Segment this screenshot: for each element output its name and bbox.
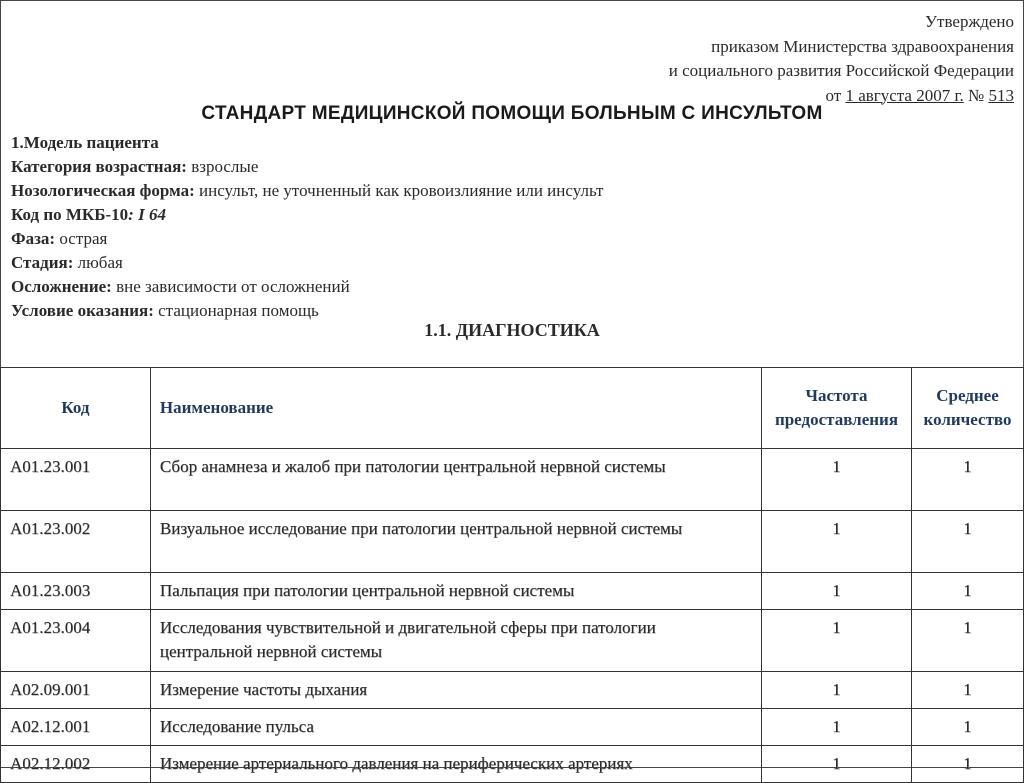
condition-label: Условие оказания: — [11, 301, 154, 320]
cell-average: 1 — [911, 449, 1023, 511]
model-nosology — [11, 179, 603, 203]
model-heading: 1.Модель пациента — [11, 133, 159, 152]
approval-sep: № — [963, 85, 989, 105]
header-frequency: Частота предоставления — [762, 368, 912, 449]
cell-frequency: 1 — [762, 672, 912, 709]
cell-name: Исследования чувствительной и двигательной сферы при патологии центральной нервной системы — [150, 610, 761, 672]
mkb-value: : I 64 — [128, 205, 166, 224]
cell-average: 1 — [911, 573, 1023, 610]
approval-block — [669, 10, 1014, 108]
nosology-label: Нозологическая форма: — [11, 181, 195, 200]
model-complication — [11, 275, 603, 299]
cell-frequency: 1 — [762, 449, 912, 511]
header-name: Наименование — [150, 368, 761, 449]
cell-frequency: 1 — [762, 573, 912, 610]
cell-average: 1 — [911, 511, 1023, 573]
cell-name: Измерение частоты дыхания — [150, 672, 761, 709]
approval-prefix: от — [825, 85, 846, 105]
approval-line-2: приказом Министерства здравоохранения — [711, 36, 1014, 56]
cell-name: Исследование пульса — [150, 709, 761, 746]
header-average: Среднее количество — [911, 368, 1023, 449]
cell-average: 1 — [911, 709, 1023, 746]
cell-frequency: 1 — [762, 709, 912, 746]
table-row — [1, 610, 1024, 672]
approval-line-3: и социального развития Российской Федерации — [668, 61, 1014, 80]
age-label: Категория возрастная: — [11, 157, 187, 176]
cell-name: Измерение артериального давления на периферических артериях — [150, 746, 761, 783]
diagnostics-table — [0, 367, 1024, 783]
table-row — [1, 573, 1024, 610]
model-stage — [11, 251, 603, 275]
nosology-value: инсульт, не уточненный как кровоизлияние или инсульт — [194, 181, 604, 200]
age-value: взрослые — [186, 157, 259, 176]
cell-frequency: 1 — [762, 511, 912, 573]
table-row — [1, 709, 1024, 746]
table-header-row — [1, 368, 1024, 449]
stage-value: любая — [73, 253, 123, 272]
cell-name: Пальпация при патологии центральной нервной системы — [150, 573, 761, 610]
document-title: СТАНДАРТ МЕДИЦИНСКОЙ ПОМОЩИ БОЛЬНЫМ С ИНСУЛЬТОМ — [201, 103, 823, 124]
table-row — [1, 511, 1024, 573]
section-title: 1.1. ДИАГНОСТИКА — [424, 320, 600, 340]
cell-average: 1 — [911, 672, 1023, 709]
approval-date: 1 августа 2007 г. — [845, 85, 964, 105]
header-code: Код — [1, 368, 151, 449]
cell-code: А01.23.002 — [1, 511, 151, 573]
cell-average: 1 — [911, 746, 1023, 783]
phase-value: острая — [55, 229, 108, 248]
cell-name: Визуальное исследование при патологии центральной нервной системы — [150, 511, 761, 573]
cell-code: А02.09.001 — [1, 672, 151, 709]
cell-code: А02.12.002 — [1, 746, 151, 783]
cell-code: А01.23.004 — [1, 610, 151, 672]
complication-label: Осложнение: — [11, 277, 112, 296]
table-row — [1, 449, 1024, 511]
model-phase — [11, 227, 603, 251]
approval-line-1: Утверждено — [925, 12, 1014, 31]
model-mkb — [11, 203, 603, 227]
cell-frequency: 1 — [762, 746, 912, 783]
condition-value: стационарная помощь — [153, 301, 319, 320]
cell-code: А01.23.003 — [1, 573, 151, 610]
cell-average: 1 — [911, 610, 1023, 672]
patient-model — [11, 131, 603, 323]
cell-code: А02.12.001 — [1, 709, 151, 746]
complication-value: вне зависимости от осложнений — [111, 277, 350, 296]
model-age — [11, 155, 603, 179]
stage-label: Стадия: — [11, 253, 74, 272]
cell-code: А01.23.001 — [1, 449, 151, 511]
approval-number: 513 — [988, 85, 1014, 105]
phase-label: Фаза: — [11, 229, 56, 248]
table-row — [1, 746, 1024, 783]
table-row — [1, 672, 1024, 709]
cell-frequency: 1 — [762, 610, 912, 672]
cell-name: Сбор анамнеза и жалоб при патологии центральной нервной системы — [150, 449, 761, 511]
mkb-label: Код по МКБ-10 — [11, 205, 129, 224]
